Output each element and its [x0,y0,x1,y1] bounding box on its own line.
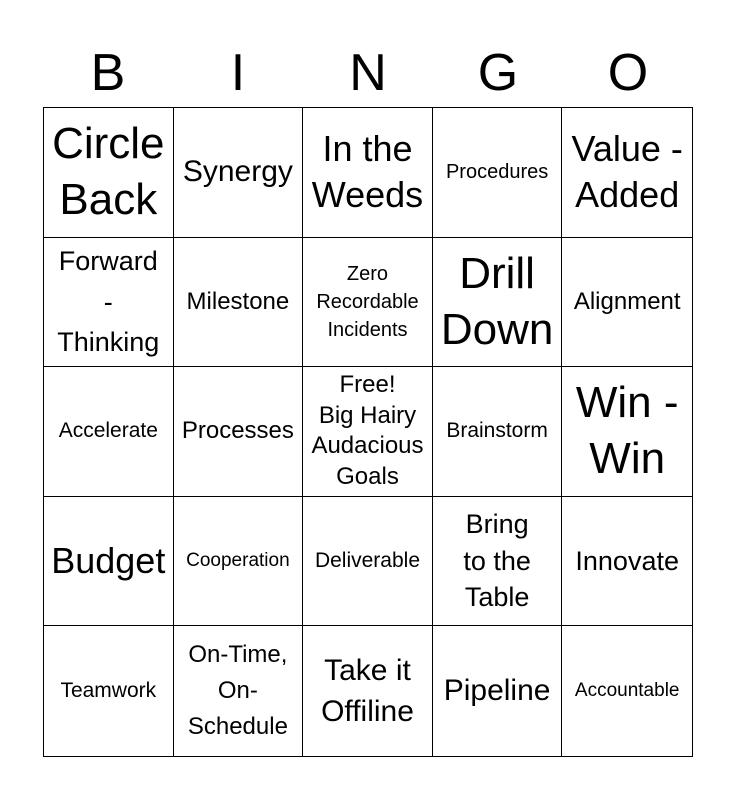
cell-label: Processes [181,417,294,445]
bingo-cell-r1-c4[interactable] [433,108,563,238]
header-letter-n: N [349,44,387,102]
header-letter-g: G [477,44,519,102]
bingo-cell-r5-c3[interactable] [303,626,433,756]
cell-label: Accelerate [58,419,158,443]
cell-label: Innovate [575,545,679,576]
cell-label: On-Time, On- Schedule [187,641,288,741]
bingo-cell-r5-c4[interactable] [433,626,563,756]
bingo-cell-r2-c2[interactable] [174,238,304,368]
cell-label: Value - Added [571,127,683,216]
cell-label: Deliverable [314,548,421,572]
bingo-cell-r2-c1[interactable] [44,238,174,368]
bingo-cell-r1-c5[interactable] [562,108,692,238]
cell-label: Cooperation [186,549,290,571]
bingo-cell-r3-c1[interactable] [44,367,174,497]
bingo-board [43,107,693,757]
cell-label: Take it Offiline [321,653,414,729]
cell-label: Bring to the Table [463,509,531,613]
cell-label: Win - Win [575,378,679,484]
bingo-cell-r4-c1[interactable] [44,497,174,627]
bingo-cell-r3-c4[interactable] [433,367,563,497]
bingo-cell-r2-c3[interactable] [303,238,433,368]
cell-label: Synergy [182,155,293,189]
cell-label: Procedures [445,161,549,184]
bingo-cell-r4-c3[interactable] [303,497,433,627]
bingo-cell-r3-c3 free-space[interactable] [303,367,433,497]
cell-label: Accountable [574,679,680,701]
cell-label: Forward - Thinking [57,246,160,358]
bingo-cell-r1-c1[interactable] [44,108,174,238]
bingo-cell-r1-c2[interactable] [174,108,304,238]
cell-label: Zero Recordable Incidents [316,262,419,341]
bingo-cell-r1-c3[interactable] [303,108,433,238]
cell-label: Circle Back [52,118,165,225]
bingo-cell-r5-c5[interactable] [562,626,692,756]
cell-label: In the Weeds [311,127,424,216]
cell-label: Brainstorm [446,419,548,443]
cell-label: Milestone [186,287,290,315]
bingo-cell-r4-c2[interactable] [174,497,304,627]
bingo-cell-r2-c5[interactable] [562,238,692,368]
cell-label: Budget [51,539,166,581]
cell-label: Alignment [573,287,681,315]
cell-label: Teamwork [60,678,157,702]
bingo-cell-r5-c1[interactable] [44,626,174,756]
bingo-header [43,38,693,108]
cell-label: Pipeline [443,673,551,707]
header-letter-i: I [230,44,246,102]
header-letter-b: B [90,44,126,102]
bingo-cell-r3-c5[interactable] [562,367,692,497]
bingo-cell-r2-c4[interactable] [433,238,563,368]
header-letter-o: O [607,44,649,102]
bingo-cell-r4-c5[interactable] [562,497,692,627]
bingo-cell-r5-c2[interactable] [174,626,304,756]
bingo-cell-r3-c2[interactable] [174,367,304,497]
bingo-cell-r4-c4[interactable] [433,497,563,627]
cell-label: Drill Down [440,248,554,354]
cell-label: Free! Big Hairy Audacious Goals [311,371,424,491]
